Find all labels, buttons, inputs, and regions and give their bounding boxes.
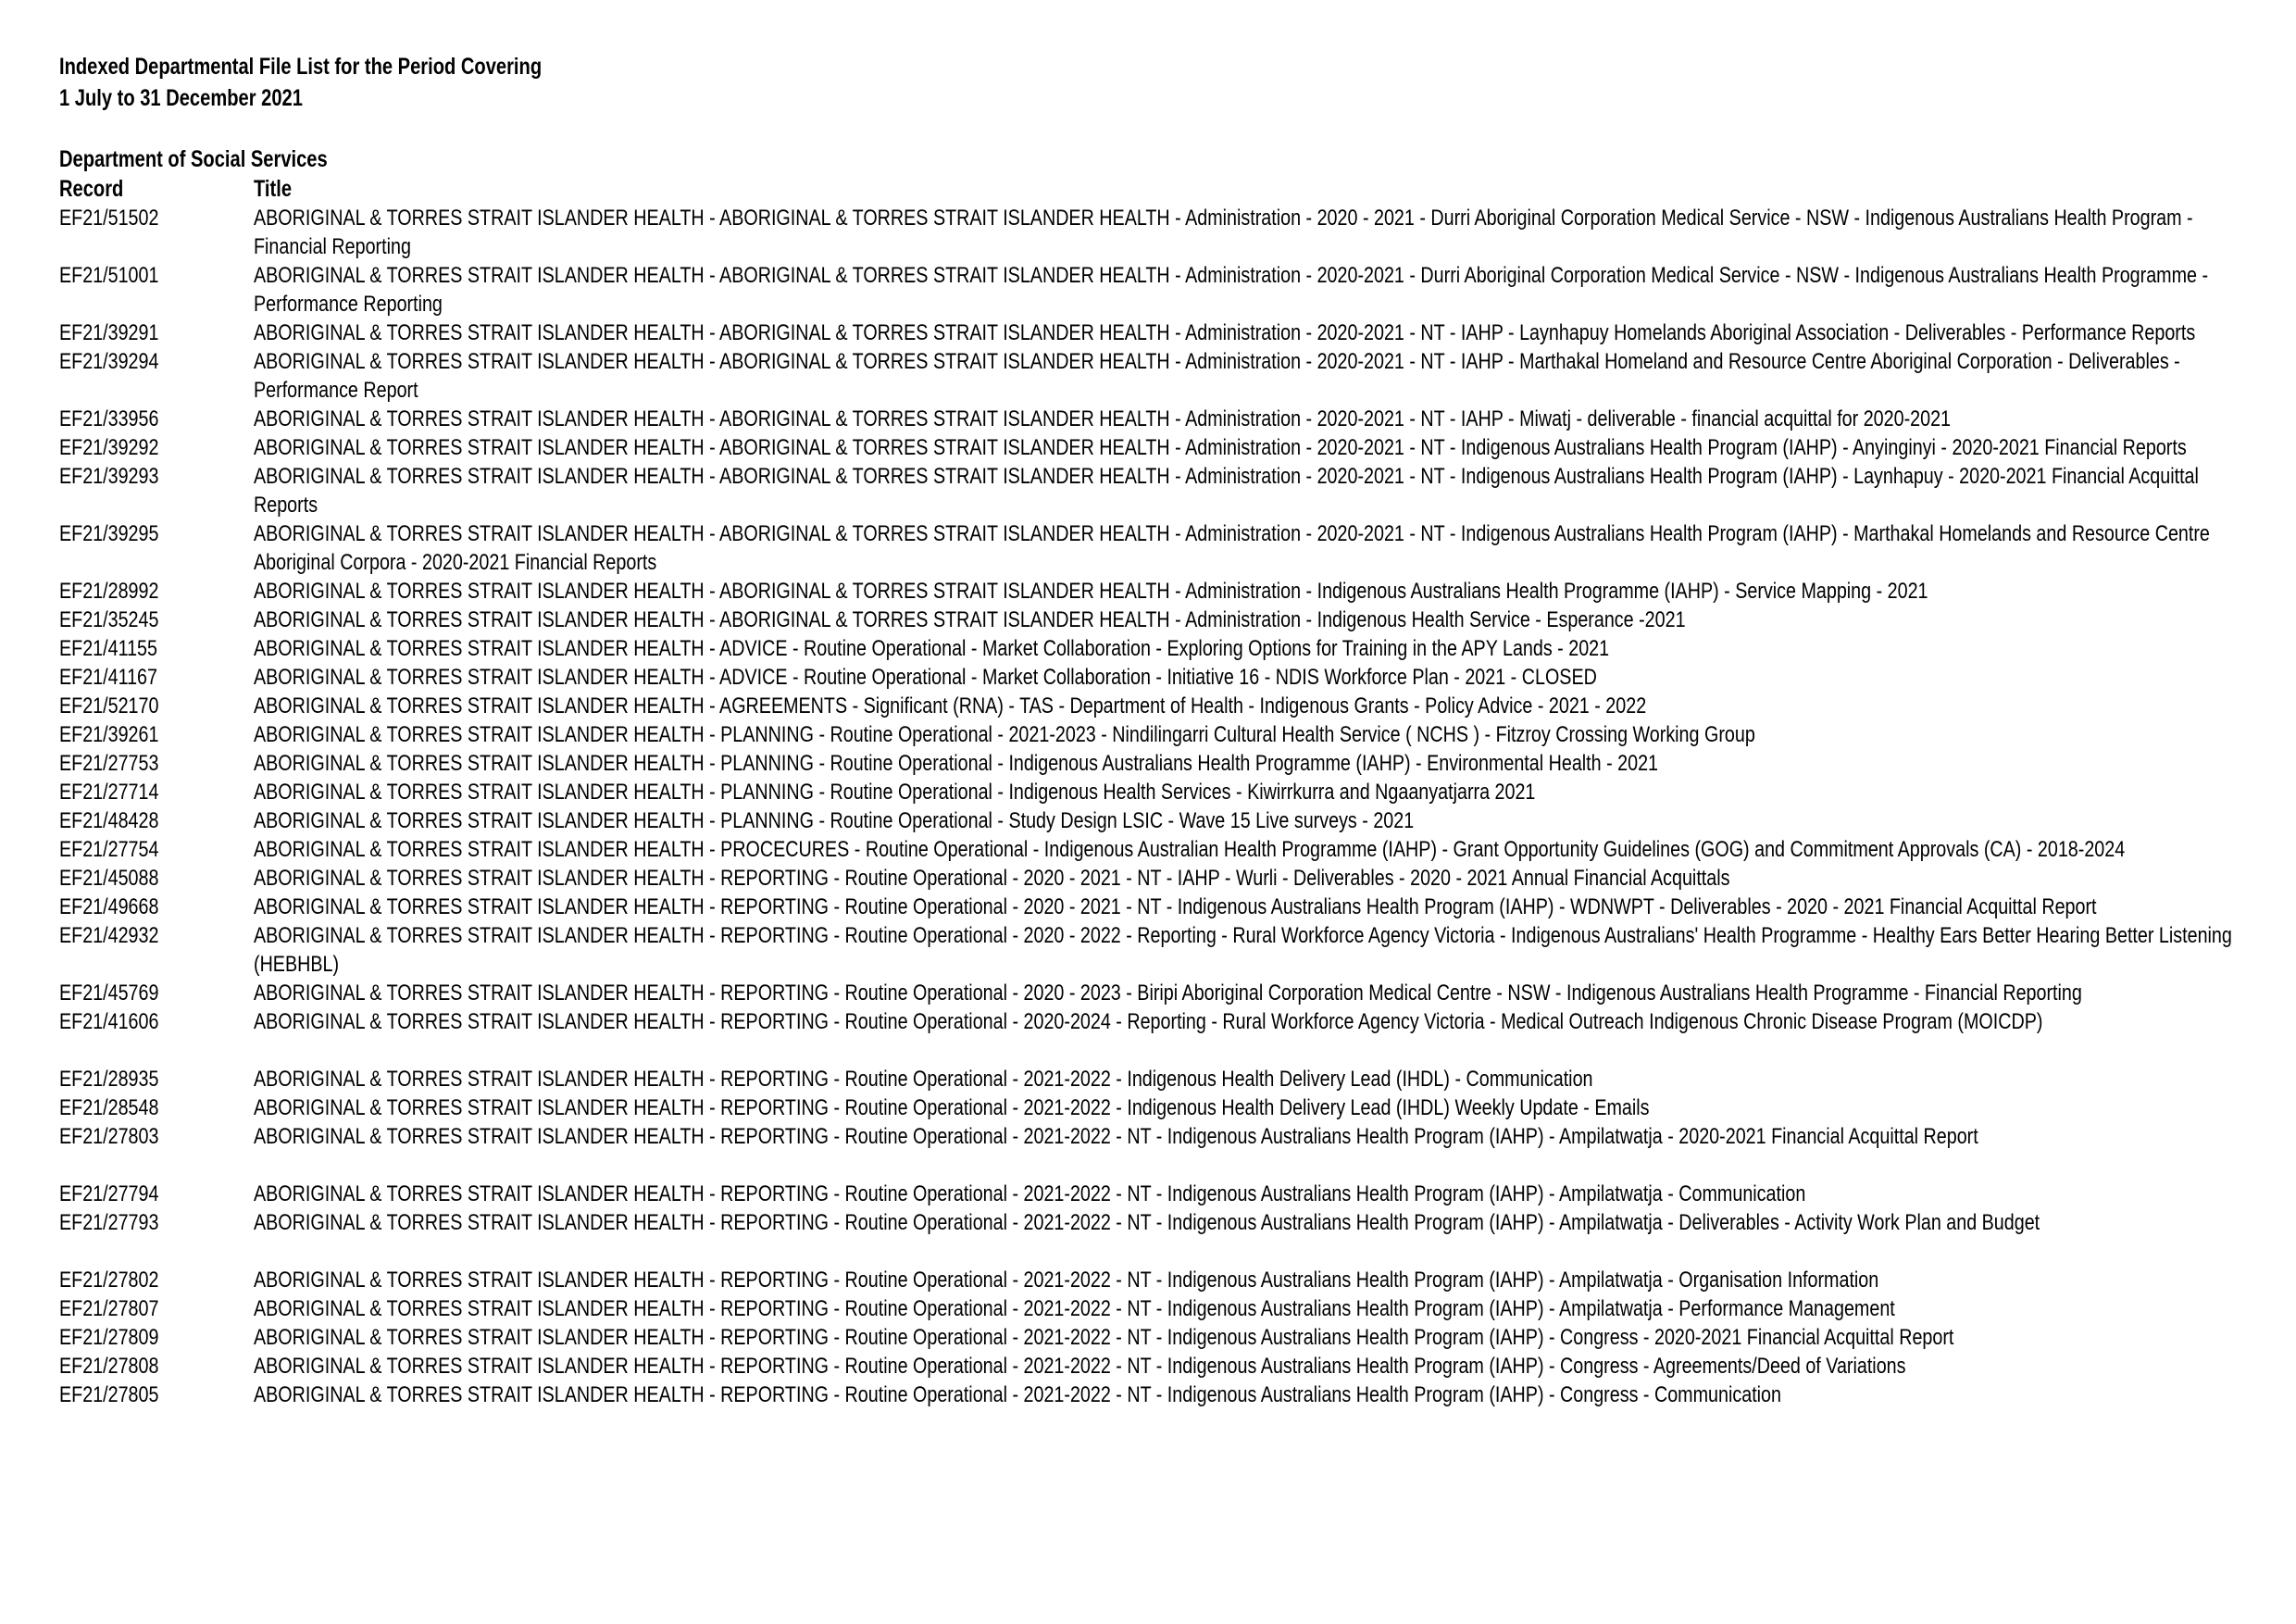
table-row[interactable] — [59, 462, 2244, 519]
record-id-cell — [59, 806, 254, 835]
record-title: ABORIGINAL & TORRES STRAIT ISLANDER HEALTH - ADVICE - Routine Operational - Market Collaboration - Initiative 16 - NDIS Workforce Plan - 2021 - CLOSED — [254, 665, 1597, 690]
record-title: ABORIGINAL & TORRES STRAIT ISLANDER HEALTH - ABORIGINAL & TORRES STRAIT ISLANDER HEALTH - Administration - 2020-2021 - NT - Indigenous Australians Health Program (IAHP) - Marthakal Homelands and Resource Centre Aboriginal Corpora - 2020-2021 Financial Reports — [254, 521, 2210, 575]
record-id-cell — [59, 1323, 254, 1352]
record-id-cell — [59, 749, 254, 778]
document-header — [59, 52, 2240, 113]
record-title-cell — [254, 1294, 2244, 1323]
record-title: ABORIGINAL & TORRES STRAIT ISLANDER HEALTH - PLANNING - Routine Operational - Indigenous Health Services - Kiwirrkurra and Ngaanyatjarra 2021 — [254, 780, 1536, 805]
record-title-cell — [254, 835, 2244, 864]
table-row[interactable] — [59, 864, 2244, 893]
record-title: ABORIGINAL & TORRES STRAIT ISLANDER HEALTH - REPORTING - Routine Operational - 2020 - 2023 - Biripi Aboriginal Corporation Medical Centre - NSW - Indigenous Australians Health Programme - Financial Reporting — [254, 981, 2082, 1006]
record-id-cell — [59, 261, 254, 319]
table-row[interactable] — [59, 433, 2244, 462]
table-row[interactable] — [59, 1180, 2244, 1208]
record-id-cell — [59, 979, 254, 1007]
record-title: ABORIGINAL & TORRES STRAIT ISLANDER HEALTH - REPORTING - Routine Operational - 2020-2024 - Reporting - Rural Workforce Agency Victoria - Medical Outreach Indigenous Chronic Disease Program (MOICDP) — [254, 1009, 2043, 1034]
record-title-cell — [254, 1352, 2244, 1380]
record-title-cell — [254, 864, 2244, 893]
record-title-cell — [254, 720, 2244, 749]
record-id: EF21/27805 — [59, 1382, 159, 1407]
record-id-cell — [59, 778, 254, 806]
table-row[interactable] — [59, 577, 2244, 606]
record-title: ABORIGINAL & TORRES STRAIT ISLANDER HEALTH - REPORTING - Routine Operational - 2021-2022 - NT - Indigenous Australians Health Program (IAHP) - Ampilatwatja - 2020-2021 Financial Acquittal Report — [254, 1124, 1978, 1149]
record-id: EF21/28992 — [59, 579, 159, 604]
document-period: 1 July to 31 December 2021 — [59, 85, 303, 111]
record-title: ABORIGINAL & TORRES STRAIT ISLANDER HEALTH - ABORIGINAL & TORRES STRAIT ISLANDER HEALTH - Administration - 2020 - 2021 - Durri Aboriginal Corporation Medical Service - NSW - Indigenous Australians Health Program - Financial Reporting — [254, 206, 2193, 259]
record-title: ABORIGINAL & TORRES STRAIT ISLANDER HEALTH - REPORTING - Routine Operational - 2021-2022 - NT - Indigenous Australians Health Program (IAHP) - Ampilatwatja - Organisation Information — [254, 1268, 1879, 1293]
table-row[interactable] — [59, 1208, 2244, 1266]
table-row[interactable] — [59, 1266, 2244, 1294]
table-row[interactable] — [59, 806, 2244, 835]
record-id: EF21/49668 — [59, 894, 159, 919]
record-id: EF21/51001 — [59, 263, 159, 288]
record-id: EF21/39294 — [59, 349, 159, 374]
record-title: ABORIGINAL & TORRES STRAIT ISLANDER HEALTH - REPORTING - Routine Operational - 2020 - 2021 - NT - IAHP - Wurli - Deliverables - 2020 - 2021 Annual Financial Acquittals — [254, 866, 1730, 891]
record-title: ABORIGINAL & TORRES STRAIT ISLANDER HEALTH - ABORIGINAL & TORRES STRAIT ISLANDER HEALTH - Administration - Indigenous Health Service - Esperance -2021 — [254, 607, 1686, 632]
record-title: ABORIGINAL & TORRES STRAIT ISLANDER HEALTH - REPORTING - Routine Operational - 2021-2022 - NT - Indigenous Australians Health Program (IAHP) - Ampilatwatja - Performance Management — [254, 1296, 1895, 1321]
record-id: EF21/45088 — [59, 866, 159, 891]
record-title-cell — [254, 1323, 2244, 1352]
record-title-cell — [254, 778, 2244, 806]
record-title-cell — [254, 1266, 2244, 1294]
record-id-cell — [59, 921, 254, 979]
record-id-cell — [59, 1180, 254, 1208]
record-title: ABORIGINAL & TORRES STRAIT ISLANDER HEALTH - ABORIGINAL & TORRES STRAIT ISLANDER HEALTH - Administration - Indigenous Australians Health Programme (IAHP) - Service Mapping - 2021 — [254, 579, 1928, 604]
record-title-cell — [254, 806, 2244, 835]
record-id: EF21/35245 — [59, 607, 159, 632]
record-title-cell — [254, 749, 2244, 778]
record-id: EF21/42932 — [59, 923, 159, 948]
file-list-table — [59, 175, 2244, 1409]
record-id-cell — [59, 893, 254, 921]
record-title-cell — [254, 519, 2244, 577]
record-title-cell — [254, 319, 2244, 347]
record-id: EF21/33956 — [59, 406, 159, 431]
record-id: EF21/41155 — [59, 636, 158, 661]
record-id-cell — [59, 405, 254, 433]
record-title: ABORIGINAL & TORRES STRAIT ISLANDER HEALTH - ABORIGINAL & TORRES STRAIT ISLANDER HEALTH - Administration - 2020-2021 - NT - Indigenous Australians Health Program (IAHP) - Laynhapuy - 2020-2021 Financial Acquittal Reports — [254, 464, 2199, 518]
record-title: ABORIGINAL & TORRES STRAIT ISLANDER HEALTH - REPORTING - Routine Operational - 2021-2022 - Indigenous Health Delivery Lead (IHDL) Weekly Update - Emails — [254, 1095, 1650, 1120]
record-title-cell — [254, 663, 2244, 692]
record-id: EF21/41606 — [59, 1009, 159, 1034]
record-id: EF21/27754 — [59, 837, 159, 862]
record-id: EF21/45769 — [59, 981, 159, 1006]
record-id: EF21/28935 — [59, 1067, 159, 1092]
record-id: EF21/39295 — [59, 521, 159, 546]
document-title: Indexed Departmental File List for the Period Covering — [59, 54, 543, 80]
header-spacer — [59, 113, 2240, 144]
record-title: ABORIGINAL & TORRES STRAIT ISLANDER HEALTH - REPORTING - Routine Operational - 2021-2022 - NT - Indigenous Australians Health Program (IAHP) - Congress - Communication — [254, 1382, 1781, 1407]
file-list-body — [59, 204, 2244, 1409]
table-row[interactable] — [59, 893, 2244, 921]
table-row[interactable] — [59, 319, 2244, 347]
table-row[interactable] — [59, 1065, 2244, 1093]
table-row[interactable] — [59, 979, 2244, 1007]
record-id-cell — [59, 1352, 254, 1380]
table-row[interactable] — [59, 692, 2244, 720]
record-id-cell — [59, 663, 254, 692]
table-header-row — [59, 175, 2244, 204]
record-id-cell — [59, 1208, 254, 1266]
column-header-record: Record — [59, 176, 124, 202]
record-title: ABORIGINAL & TORRES STRAIT ISLANDER HEALTH - REPORTING - Routine Operational - 2021-2022 - NT - Indigenous Australians Health Program (IAHP) - Ampilatwatja - Communication — [254, 1181, 1806, 1206]
record-id-cell — [59, 1266, 254, 1294]
record-id: EF21/27803 — [59, 1124, 159, 1149]
record-title-cell — [254, 1180, 2244, 1208]
record-title-cell — [254, 634, 2244, 663]
table-row[interactable] — [59, 606, 2244, 634]
table-row[interactable] — [59, 1122, 2244, 1180]
record-title-cell — [254, 606, 2244, 634]
record-id: EF21/27802 — [59, 1268, 159, 1293]
column-header-title: Title — [254, 176, 293, 202]
record-title: ABORIGINAL & TORRES STRAIT ISLANDER HEALTH - PLANNING - Routine Operational - Indigenous Australians Health Programme (IAHP) - Environmental Health - 2021 — [254, 751, 1659, 776]
record-title-cell — [254, 204, 2244, 261]
record-title: ABORIGINAL & TORRES STRAIT ISLANDER HEALTH - REPORTING - Routine Operational - 2021-2022 - NT - Indigenous Australians Health Program (IAHP) - Congress - Agreements/Deed of Variations — [254, 1354, 1906, 1379]
record-title: ABORIGINAL & TORRES STRAIT ISLANDER HEALTH - PLANNING - Routine Operational - 2021-2023 - Nindilingarri Cultural Health Service ( NCHS ) - Fitzroy Crossing Working Group — [254, 722, 1755, 747]
record-id-cell — [59, 577, 254, 606]
record-title-cell — [254, 979, 2244, 1007]
record-id: EF21/39261 — [59, 722, 159, 747]
record-id: EF21/27809 — [59, 1325, 159, 1350]
record-id-cell — [59, 433, 254, 462]
record-id-cell — [59, 204, 254, 261]
record-id: EF21/27808 — [59, 1354, 159, 1379]
record-id: EF21/51502 — [59, 206, 159, 231]
record-title: ABORIGINAL & TORRES STRAIT ISLANDER HEALTH - REPORTING - Routine Operational - 2021-2022 - NT - Indigenous Australians Health Program (IAHP) - Ampilatwatja - Deliverables - Activity Work Plan and Budget — [254, 1210, 2040, 1235]
record-title: ABORIGINAL & TORRES STRAIT ISLANDER HEALTH - REPORTING - Routine Operational - 2021-2022 - NT - Indigenous Australians Health Program (IAHP) - Congress - 2020-2021 Financial Acquittal Report — [254, 1325, 1954, 1350]
record-id: EF21/27807 — [59, 1296, 159, 1321]
record-id: EF21/41167 — [59, 665, 158, 690]
record-id-cell — [59, 319, 254, 347]
table-row[interactable] — [59, 1294, 2244, 1323]
table-row[interactable] — [59, 1380, 2244, 1409]
record-id-cell — [59, 606, 254, 634]
record-id-cell — [59, 692, 254, 720]
record-title: ABORIGINAL & TORRES STRAIT ISLANDER HEALTH - ABORIGINAL & TORRES STRAIT ISLANDER HEALTH - Administration - 2020-2021 - Durri Aboriginal Corporation Medical Service - NSW - Indigenous Australians Health Programme - Performance Reporting — [254, 263, 2209, 317]
record-id-cell — [59, 720, 254, 749]
record-id-cell — [59, 1380, 254, 1409]
table-row[interactable] — [59, 634, 2244, 663]
record-id: EF21/27793 — [59, 1210, 159, 1235]
record-id-cell — [59, 1007, 254, 1065]
record-id: EF21/48428 — [59, 808, 159, 833]
record-title-cell — [254, 405, 2244, 433]
record-id-cell — [59, 519, 254, 577]
record-title: ABORIGINAL & TORRES STRAIT ISLANDER HEALTH - ADVICE - Routine Operational - Market Collaboration - Exploring Options for Training in the APY Lands - 2021 — [254, 636, 1610, 661]
record-title: ABORIGINAL & TORRES STRAIT ISLANDER HEALTH - ABORIGINAL & TORRES STRAIT ISLANDER HEALTH - Administration - 2020-2021 - NT - IAHP - Laynhapuy Homelands Aboriginal Association - Deliverables - Performance Reports — [254, 320, 2196, 345]
record-id-cell — [59, 1122, 254, 1180]
table-row[interactable] — [59, 921, 2244, 979]
record-title-cell — [254, 577, 2244, 606]
record-title-cell — [254, 433, 2244, 462]
table-row[interactable] — [59, 347, 2244, 405]
record-id-cell — [59, 835, 254, 864]
record-title-cell — [254, 893, 2244, 921]
record-title: ABORIGINAL & TORRES STRAIT ISLANDER HEALTH - ABORIGINAL & TORRES STRAIT ISLANDER HEALTH - Administration - 2020-2021 - NT - IAHP - Miwatj - deliverable - financial acquittal for 2020-2021 — [254, 406, 1952, 431]
record-title-cell — [254, 1380, 2244, 1409]
record-title: ABORIGINAL & TORRES STRAIT ISLANDER HEALTH - REPORTING - Routine Operational - 2020 - 2022 - Reporting - Rural Workforce Agency Victoria - Indigenous Australians' Health Programme - Healthy Ears Better Hearing Better Listening (HEBHBL) — [254, 923, 2232, 977]
record-id-cell — [59, 634, 254, 663]
record-title-cell — [254, 1122, 2244, 1180]
record-id: EF21/27753 — [59, 751, 159, 776]
record-title-cell — [254, 261, 2244, 319]
table-row[interactable] — [59, 835, 2244, 864]
record-title: ABORIGINAL & TORRES STRAIT ISLANDER HEALTH - PROCECURES - Routine Operational - Indigenous Australian Health Programme (IAHP) - Grant Opportunity Guidelines (GOG) and Commitment Approvals (CA) - 2018-2024 — [254, 837, 2126, 862]
record-id-cell — [59, 1294, 254, 1323]
record-title: ABORIGINAL & TORRES STRAIT ISLANDER HEALTH - REPORTING - Routine Operational - 2020 - 2021 - NT - Indigenous Australians Health Program (IAHP) - WDNWPT - Deliverables - 2020 - 2021 Financial Acquittal Report — [254, 894, 2097, 919]
record-id: EF21/27794 — [59, 1181, 159, 1206]
table-row[interactable] — [59, 720, 2244, 749]
table-row[interactable] — [59, 204, 2244, 261]
table-row[interactable] — [59, 663, 2244, 692]
record-title: ABORIGINAL & TORRES STRAIT ISLANDER HEALTH - REPORTING - Routine Operational - 2021-2022 - Indigenous Health Delivery Lead (IHDL) - Communication — [254, 1067, 1593, 1092]
record-id-cell — [59, 462, 254, 519]
record-title-cell — [254, 347, 2244, 405]
record-id-cell — [59, 347, 254, 405]
record-id: EF21/39291 — [59, 320, 159, 345]
record-id: EF21/39292 — [59, 435, 159, 460]
record-title-cell — [254, 1093, 2244, 1122]
department-name: Department of Social Services — [59, 146, 328, 172]
record-id: EF21/52170 — [59, 693, 159, 718]
table-row[interactable] — [59, 519, 2244, 577]
record-id: EF21/39293 — [59, 464, 159, 489]
record-title: ABORIGINAL & TORRES STRAIT ISLANDER HEALTH - AGREEMENTS - Significant (RNA) - TAS - Department of Health - Indigenous Grants - Policy Advice - 2021 - 2022 — [254, 693, 1647, 718]
record-title: ABORIGINAL & TORRES STRAIT ISLANDER HEALTH - ABORIGINAL & TORRES STRAIT ISLANDER HEALTH - Administration - 2020-2021 - NT - IAHP - Marthakal Homeland and Resource Centre Aboriginal Corporation - Deliverables - Performance Report — [254, 349, 2180, 403]
table-row[interactable] — [59, 261, 2244, 319]
record-title-cell — [254, 1065, 2244, 1093]
record-id: EF21/27714 — [59, 780, 159, 805]
record-title-cell — [254, 1007, 2244, 1065]
table-row[interactable] — [59, 1323, 2244, 1352]
record-title: ABORIGINAL & TORRES STRAIT ISLANDER HEALTH - PLANNING - Routine Operational - Study Design LSIC - Wave 15 Live surveys - 2021 — [254, 808, 1415, 833]
table-row[interactable] — [59, 1007, 2244, 1065]
record-id-cell — [59, 1093, 254, 1122]
table-row[interactable] — [59, 1352, 2244, 1380]
record-id-cell — [59, 1065, 254, 1093]
record-title-cell — [254, 462, 2244, 519]
table-row[interactable] — [59, 749, 2244, 778]
record-title: ABORIGINAL & TORRES STRAIT ISLANDER HEALTH - ABORIGINAL & TORRES STRAIT ISLANDER HEALTH - Administration - 2020-2021 - NT - Indigenous Australians Health Program (IAHP) - Anyinginyi - 2020-2021 Financial Reports — [254, 435, 2187, 460]
record-title-cell — [254, 921, 2244, 979]
table-row[interactable] — [59, 1093, 2244, 1122]
record-id-cell — [59, 864, 254, 893]
record-id: EF21/28548 — [59, 1095, 159, 1120]
record-title-cell — [254, 1208, 2244, 1266]
table-row[interactable] — [59, 405, 2244, 433]
table-row[interactable] — [59, 778, 2244, 806]
record-title-cell — [254, 692, 2244, 720]
